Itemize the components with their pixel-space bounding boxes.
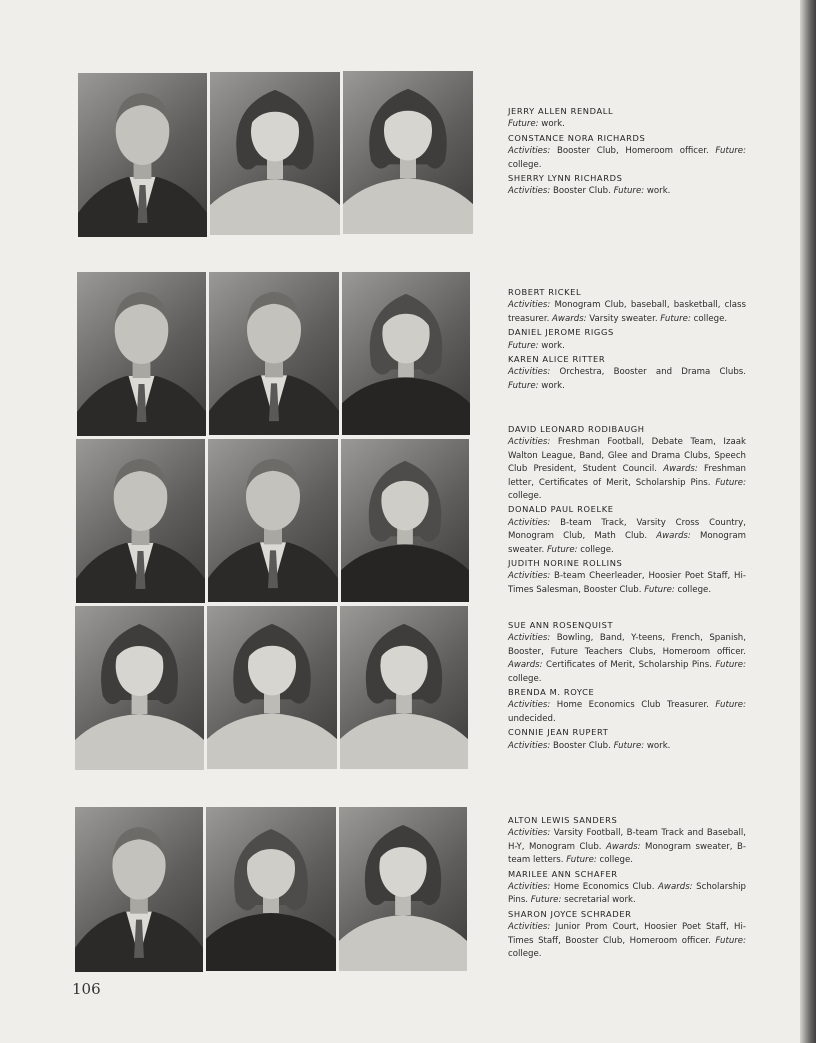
detail-text: college. xyxy=(674,584,712,595)
detail-text: B-team Cheerleader, Hoosier Poet Staff, Hi-Times Salesman, Booster Club. xyxy=(508,571,746,595)
student-name: SHERRY LYNN RICHARDS xyxy=(508,173,623,184)
student-info-group-2 xyxy=(508,286,746,393)
detail-label: Awards: xyxy=(658,882,693,893)
student-details xyxy=(508,340,746,353)
student-details xyxy=(508,145,746,172)
detail-text: Monogram sweater, B-team letters. xyxy=(508,841,746,866)
student-details xyxy=(508,436,746,503)
portrait-photo-judith-rollins xyxy=(341,439,469,602)
detail-text: Scholarship Pins. xyxy=(508,882,747,906)
detail-label: Future: xyxy=(715,700,746,711)
student-name: BRENDA M. ROYCE xyxy=(508,687,595,698)
portrait-photo-jerry-rendall xyxy=(78,73,207,237)
student-name: DAVID LEONARD RODIBAUGH xyxy=(508,424,645,434)
portrait-photo-constance-richards xyxy=(210,72,340,235)
detail-text: college. xyxy=(508,673,542,684)
student-name: CONNIE JEAN RUPERT xyxy=(508,727,609,738)
student-name: MARILEE ANN SCHAFER xyxy=(508,868,618,879)
portrait-photo-sharon-schrader xyxy=(339,807,467,971)
detail-text: Booster Club, Homeroom officer. xyxy=(550,146,716,157)
portrait-photo-marilee-schafer xyxy=(206,807,336,971)
detail-text: Monogram Club, baseball, basketball, class treasurer. xyxy=(508,300,746,324)
detail-label: Awards: xyxy=(656,531,691,542)
student-name: DONALD PAUL ROELKE xyxy=(508,504,614,515)
detail-text: college. xyxy=(690,313,728,324)
detail-text: work. xyxy=(538,119,565,130)
portrait-photo-robert-rickel xyxy=(77,272,206,436)
detail-label: Future: xyxy=(715,660,746,671)
student-details xyxy=(508,921,746,961)
student-info-group-5 xyxy=(508,814,746,961)
student-details xyxy=(508,570,746,597)
portrait-photo-alton-sanders xyxy=(75,807,203,972)
student-details xyxy=(508,827,746,867)
detail-label: Activities: xyxy=(508,437,551,448)
detail-text: Varsity Football, B-team Track and Baseball, H-Y, Monogram Club. xyxy=(508,828,746,852)
student-name: JUDITH NORINE ROLLINS xyxy=(508,558,623,569)
detail-text: Bowling, Band, Y-teens, French, Spanish, Booster, Future Teachers Clubs, Homeroom officer. xyxy=(508,633,746,657)
detail-text: Junior Prom Court, Hoosier Poet Staff, Hi-Times Staff, Booster Club, Homeroom officer. xyxy=(508,922,746,946)
detail-text: Freshman Football, Debate Team, Izaak Walton League, Band, Glee and Drama Clubs, Speech Club President, Student Council. xyxy=(508,437,746,475)
detail-text: Freshman letter, Certificates of Merit, Scholarship Pins. xyxy=(508,464,746,488)
portrait-photo-connie-rupert xyxy=(340,606,468,769)
student-details xyxy=(508,118,746,131)
student-name: DANIEL JEROME RIGGS xyxy=(508,327,614,338)
portrait-photo-donald-roelke xyxy=(208,439,338,602)
detail-label: Future: xyxy=(715,935,746,946)
detail-text: work. xyxy=(644,740,671,751)
student-name: SUE ANN ROSENQUIST xyxy=(508,620,614,630)
detail-label: Activities: xyxy=(508,300,551,311)
portrait-photo-daniel-riggs xyxy=(209,272,339,435)
portrait-photo-david-rodibaugh xyxy=(76,439,205,603)
detail-text: Monogram sweater. xyxy=(508,531,746,555)
detail-label: Activities: xyxy=(508,882,551,893)
detail-text: college. xyxy=(508,491,542,502)
portrait-photo-sherry-richards xyxy=(343,71,473,234)
detail-label: Future: xyxy=(508,119,539,130)
detail-text: college. xyxy=(596,855,634,866)
detail-label: Future: xyxy=(613,740,645,751)
detail-text: B-team Track, Varsity Cross Country, Monogram Club, Math Club. xyxy=(508,517,746,542)
detail-label: Activities: xyxy=(508,828,551,839)
detail-label: Activities: xyxy=(508,367,551,378)
detail-label: Future: xyxy=(546,544,578,555)
detail-label: Activities: xyxy=(508,186,551,197)
detail-text: work. xyxy=(538,340,565,351)
student-name: CONSTANCE NORA RICHARDS xyxy=(508,132,646,143)
detail-label: Awards: xyxy=(606,841,641,852)
detail-text: Home Economics Club. xyxy=(550,882,659,893)
detail-text: Home Economics Club Treasurer. xyxy=(550,700,716,711)
student-details xyxy=(508,740,746,753)
student-name: SHARON JOYCE SCHRADER xyxy=(508,908,632,919)
student-details xyxy=(508,881,746,908)
detail-label: Activities: xyxy=(508,740,551,751)
student-info-group-4 xyxy=(508,619,746,753)
detail-label: Future: xyxy=(508,380,539,391)
detail-text: work. xyxy=(644,186,671,197)
detail-label: Future: xyxy=(644,584,675,595)
page-binding-edge xyxy=(800,0,816,1043)
detail-label: Future: xyxy=(660,313,691,324)
detail-text: Booster Club. xyxy=(550,186,614,197)
detail-text: college. xyxy=(508,159,542,170)
detail-label: Future: xyxy=(613,186,645,197)
student-name: ROBERT RICKEL xyxy=(508,287,582,297)
page-number: 106 xyxy=(72,980,101,998)
detail-label: Future: xyxy=(508,340,539,351)
detail-label: Awards: xyxy=(508,660,543,671)
detail-text: college. xyxy=(508,949,542,960)
student-details xyxy=(508,185,746,198)
student-info-group-1 xyxy=(508,105,746,199)
detail-label: Future: xyxy=(566,855,597,866)
student-details xyxy=(508,699,746,726)
student-info-group-3 xyxy=(508,423,746,597)
portrait-photo-brenda-royce xyxy=(207,606,337,769)
detail-label: Future: xyxy=(530,895,562,906)
student-details xyxy=(508,517,746,557)
student-details xyxy=(508,632,746,686)
detail-label: Activities: xyxy=(508,700,551,711)
detail-label: Activities: xyxy=(508,146,551,157)
detail-text: Varsity sweater. xyxy=(586,313,661,324)
detail-label: Activities: xyxy=(508,571,551,582)
student-name: ALTON LEWIS SANDERS xyxy=(508,815,618,825)
detail-label: Future: xyxy=(715,146,746,157)
detail-text: undecided. xyxy=(508,713,556,724)
detail-text: secretarial work. xyxy=(561,895,636,906)
detail-text: Booster Club. xyxy=(550,740,614,751)
detail-label: Activities: xyxy=(508,633,551,644)
detail-label: Awards: xyxy=(663,464,698,475)
detail-text: Certificates of Merit, Scholarship Pins. xyxy=(542,660,716,671)
detail-text: Orchestra, Booster and Drama Clubs. xyxy=(550,367,746,378)
student-details xyxy=(508,299,746,326)
detail-label: Future: xyxy=(715,477,746,488)
detail-text: college. xyxy=(577,544,614,555)
student-name: KAREN ALICE RITTER xyxy=(508,354,606,365)
detail-label: Activities: xyxy=(508,922,551,933)
detail-label: Awards: xyxy=(552,313,587,324)
student-details xyxy=(508,366,746,393)
student-name: JERRY ALLEN RENDALL xyxy=(508,106,614,116)
portrait-photo-karen-ritter xyxy=(342,272,470,435)
detail-text: work. xyxy=(538,380,565,391)
detail-label: Activities: xyxy=(508,517,551,528)
portrait-photo-sue-rosenquist xyxy=(75,606,204,770)
